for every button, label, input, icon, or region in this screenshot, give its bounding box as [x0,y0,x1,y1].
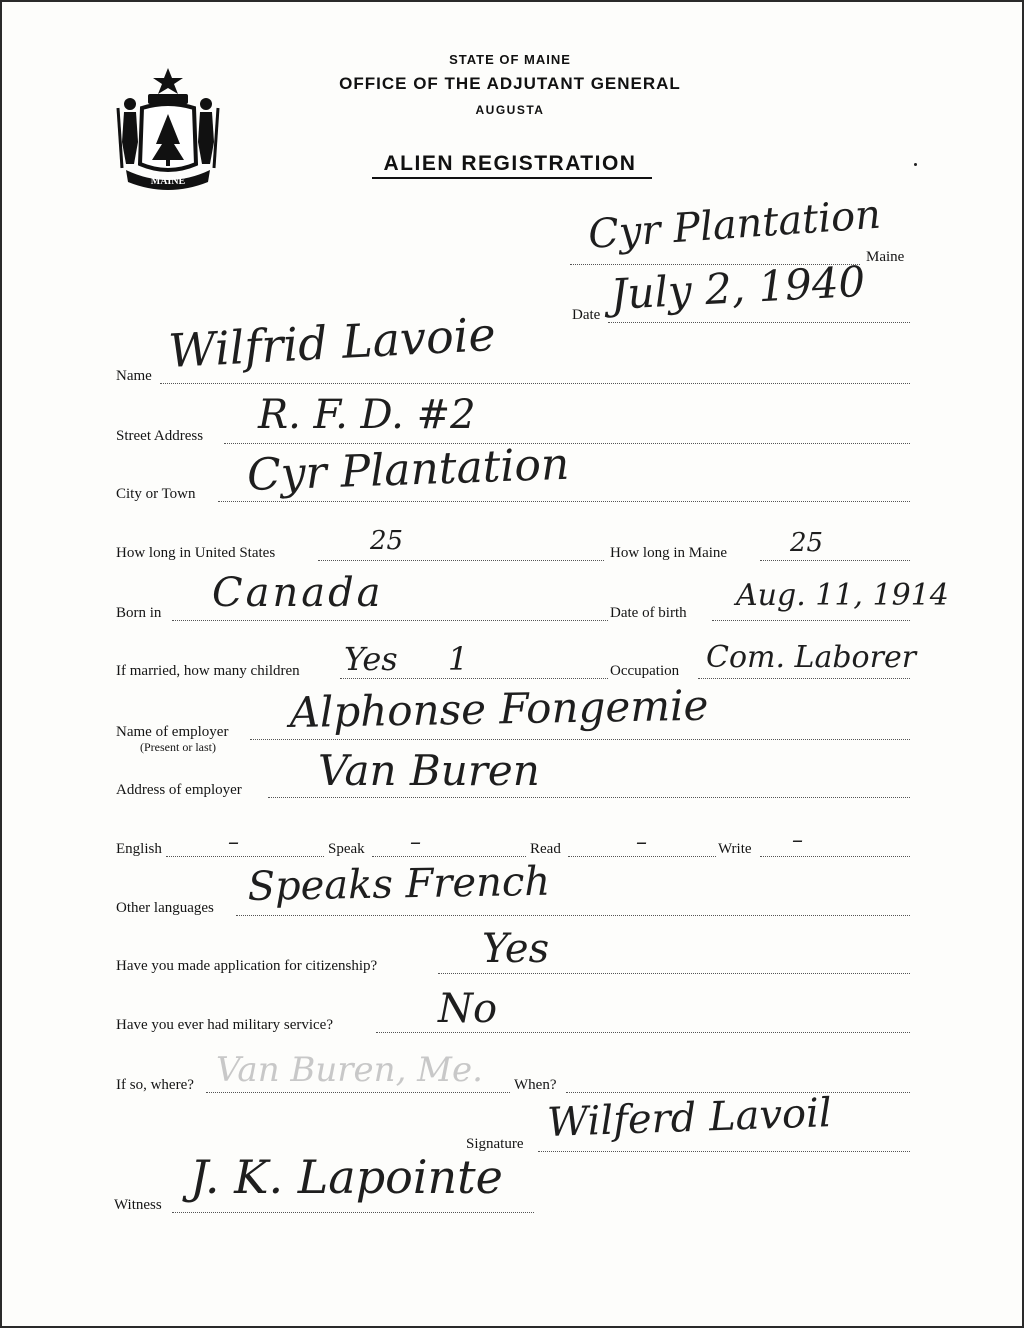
military-label: Have you ever had military service? [116,1017,333,1033]
employer-address-line [268,797,910,798]
where-field[interactable]: Van Buren, Me. [216,1050,483,1090]
employer-name-field[interactable]: Alphonse Fongemie [289,680,709,737]
where-label: If so, where? [116,1077,194,1093]
other-languages-line [236,915,910,916]
how-long-maine-field[interactable]: 25 [790,528,824,558]
write-line [760,856,910,857]
english-line [166,856,324,857]
born-in-label: Born in [116,605,162,621]
employer-name-label: Name of employer [116,724,229,740]
children-field[interactable]: Yes 1 [344,640,469,678]
write-label: Write [718,841,752,857]
signature-label: Signature [466,1136,524,1152]
name-label: Name [116,368,152,384]
stray-mark [914,163,917,166]
name-line [160,383,910,384]
city-field[interactable]: Cyr Plantation [246,438,571,501]
employer-address-label: Address of employer [116,782,242,798]
born-in-line [172,620,608,621]
place-field[interactable]: Cyr Plantation [586,191,883,258]
date-label: Date [572,307,601,323]
maine-seal-icon [112,64,224,194]
form-title: ALIEN REGISTRATION [383,152,637,175]
read-field[interactable]: – [636,830,647,855]
citizenship-field[interactable]: Yes [482,926,550,972]
date-field[interactable]: July 2, 1940 [609,256,867,319]
write-field[interactable]: – [792,828,803,853]
employer-name-line [250,739,910,740]
how-long-maine-line [760,560,910,561]
street-address-field[interactable]: R. F. D. #2 [258,392,476,438]
city-label: City or Town [116,486,196,502]
title-underline [372,177,652,179]
employer-name-sublabel: (Present or last) [140,740,216,754]
how-long-us-line [318,560,604,561]
date-of-birth-label: Date of birth [610,605,687,621]
signature-line [538,1151,910,1152]
place-suffix: Maine [866,249,905,265]
witness-field[interactable]: J. K. Lapointe [190,1150,503,1204]
other-languages-field[interactable]: Speaks French [247,858,551,910]
military-line [376,1032,910,1033]
read-label: Read [530,841,561,857]
date-of-birth-line [712,620,910,621]
when-label: When? [514,1077,557,1093]
where-line [206,1092,510,1093]
date-line [608,322,910,323]
military-field[interactable]: No [438,986,498,1032]
other-languages-label: Other languages [116,900,214,916]
city-line [218,501,910,502]
occupation-field[interactable]: Com. Laborer [706,640,917,675]
street-address-label: Street Address [116,428,204,444]
born-in-field[interactable]: Canada [212,570,384,616]
speak-field[interactable]: – [410,830,421,855]
citizenship-label: Have you made application for citizenship? [116,958,378,974]
witness-label: Witness [114,1197,162,1213]
english-field[interactable]: – [228,830,239,855]
citizenship-line [438,973,910,974]
witness-line [172,1212,534,1213]
seal-label: MAINE [150,176,186,187]
children-label: If married, how many children [116,663,300,679]
read-line [568,856,716,857]
header-office: OFFICE OF THE ADJUTANT GENERAL [339,74,681,93]
header-city: AUGUSTA [475,103,545,117]
how-long-maine-label: How long in Maine [610,545,728,561]
speak-label: Speak [328,841,365,857]
employer-address-field[interactable]: Van Buren [318,746,540,795]
how-long-us-field[interactable]: 25 [370,526,404,556]
occupation-label: Occupation [610,663,680,679]
date-of-birth-field[interactable]: Aug. 11, 1914 [736,578,949,613]
english-label: English [116,841,162,857]
how-long-us-label: How long in United States [116,545,276,561]
header-state: STATE OF MAINE [449,52,571,67]
name-field[interactable]: Wilfrid Lavoie [167,306,497,378]
signature-field[interactable]: Wilferd Lavoil [546,1090,833,1146]
speak-line [372,856,526,857]
occupation-line [698,678,910,679]
children-line [340,678,608,679]
